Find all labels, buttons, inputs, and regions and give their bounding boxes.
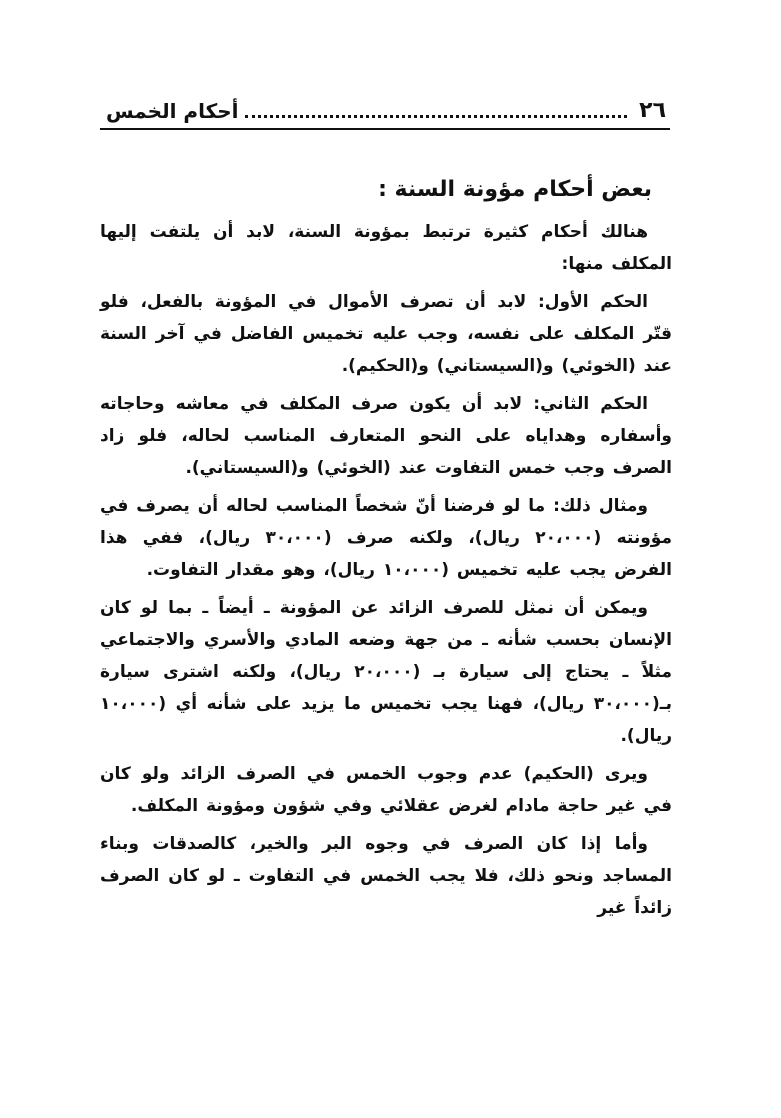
section-heading: بعض أحكام مؤونة السنة : xyxy=(378,177,652,202)
page-body xyxy=(100,168,672,930)
paragraph-rule-1: الحكم الأول: لابد أن تصرف الأموال في المؤونة بالفعل، فلو قتّر المكلف على نفسه، وجب عليه تخميس الفاضل في آخر السنة عند (الخوئي) و(السيستاني) و(الحكيم). xyxy=(100,292,672,376)
header-rule xyxy=(100,128,670,130)
paragraph-intro: هنالك أحكام كثيرة ترتبط بمؤونة السنة، لابد أن يلتفت إليها المكلف منها: xyxy=(100,222,672,274)
page-number: ٢٦ xyxy=(639,98,666,123)
paragraph-hakim-view: ويرى (الحكيم) عدم وجوب الخمس في الصرف الزائد ولو كان في غير حاجة مادام لغرض عقلائي وفي شؤون ومؤونة المكلف. xyxy=(100,764,672,816)
paragraph-rule-2: الحكم الثاني: لابد أن يكون صرف المكلف في معاشه وحاجاته وأسفاره وهداياه على النحو المتعارف المناسب لحاله، فلو زاد الصرف وجب خمس التفاوت عند (الخوئي) و(السيستاني). xyxy=(100,394,672,478)
paragraph-example-1: ومثال ذلك: ما لو فرضنا أنّ شخصاً المناسب لحاله أن يصرف في مؤونته (٢٠،٠٠٠ ريال)، ولكنه صرف (٣٠،٠٠٠ ريال)، ففي هذا الفرض يجب عليه تخميس (١٠،٠٠٠ ريال)، وهو مقدار التفاوت. xyxy=(100,496,672,580)
paragraph-example-2: ويمكن أن نمثل للصرف الزائد عن المؤونة ـ أيضاً ـ بما لو كان الإنسان بحسب شأنه ـ من جهة وضعه المادي والأسري والاجتماعي مثلاً ـ يحتاج إلى سيارة بـ (٢٠،٠٠٠ ريال)، ولكنه اشترى سيارة بـ(٣٠،٠٠٠ ريال)، فهنا يجب تخميس ما يزيد على شأنه أي (١٠،٠٠٠ ريال). xyxy=(100,598,672,746)
running-header xyxy=(106,84,666,124)
dotted-leader xyxy=(245,114,628,118)
paragraph-charity: وأما إذا كان الصرف في وجوه البر والخير، كالصدقات وبناء المساجد ونحو ذلك، فلا يجب الخمس في التفاوت ـ لو كان الصرف زائداً غير xyxy=(100,834,672,918)
running-title: أحكام الخمس xyxy=(106,99,239,123)
